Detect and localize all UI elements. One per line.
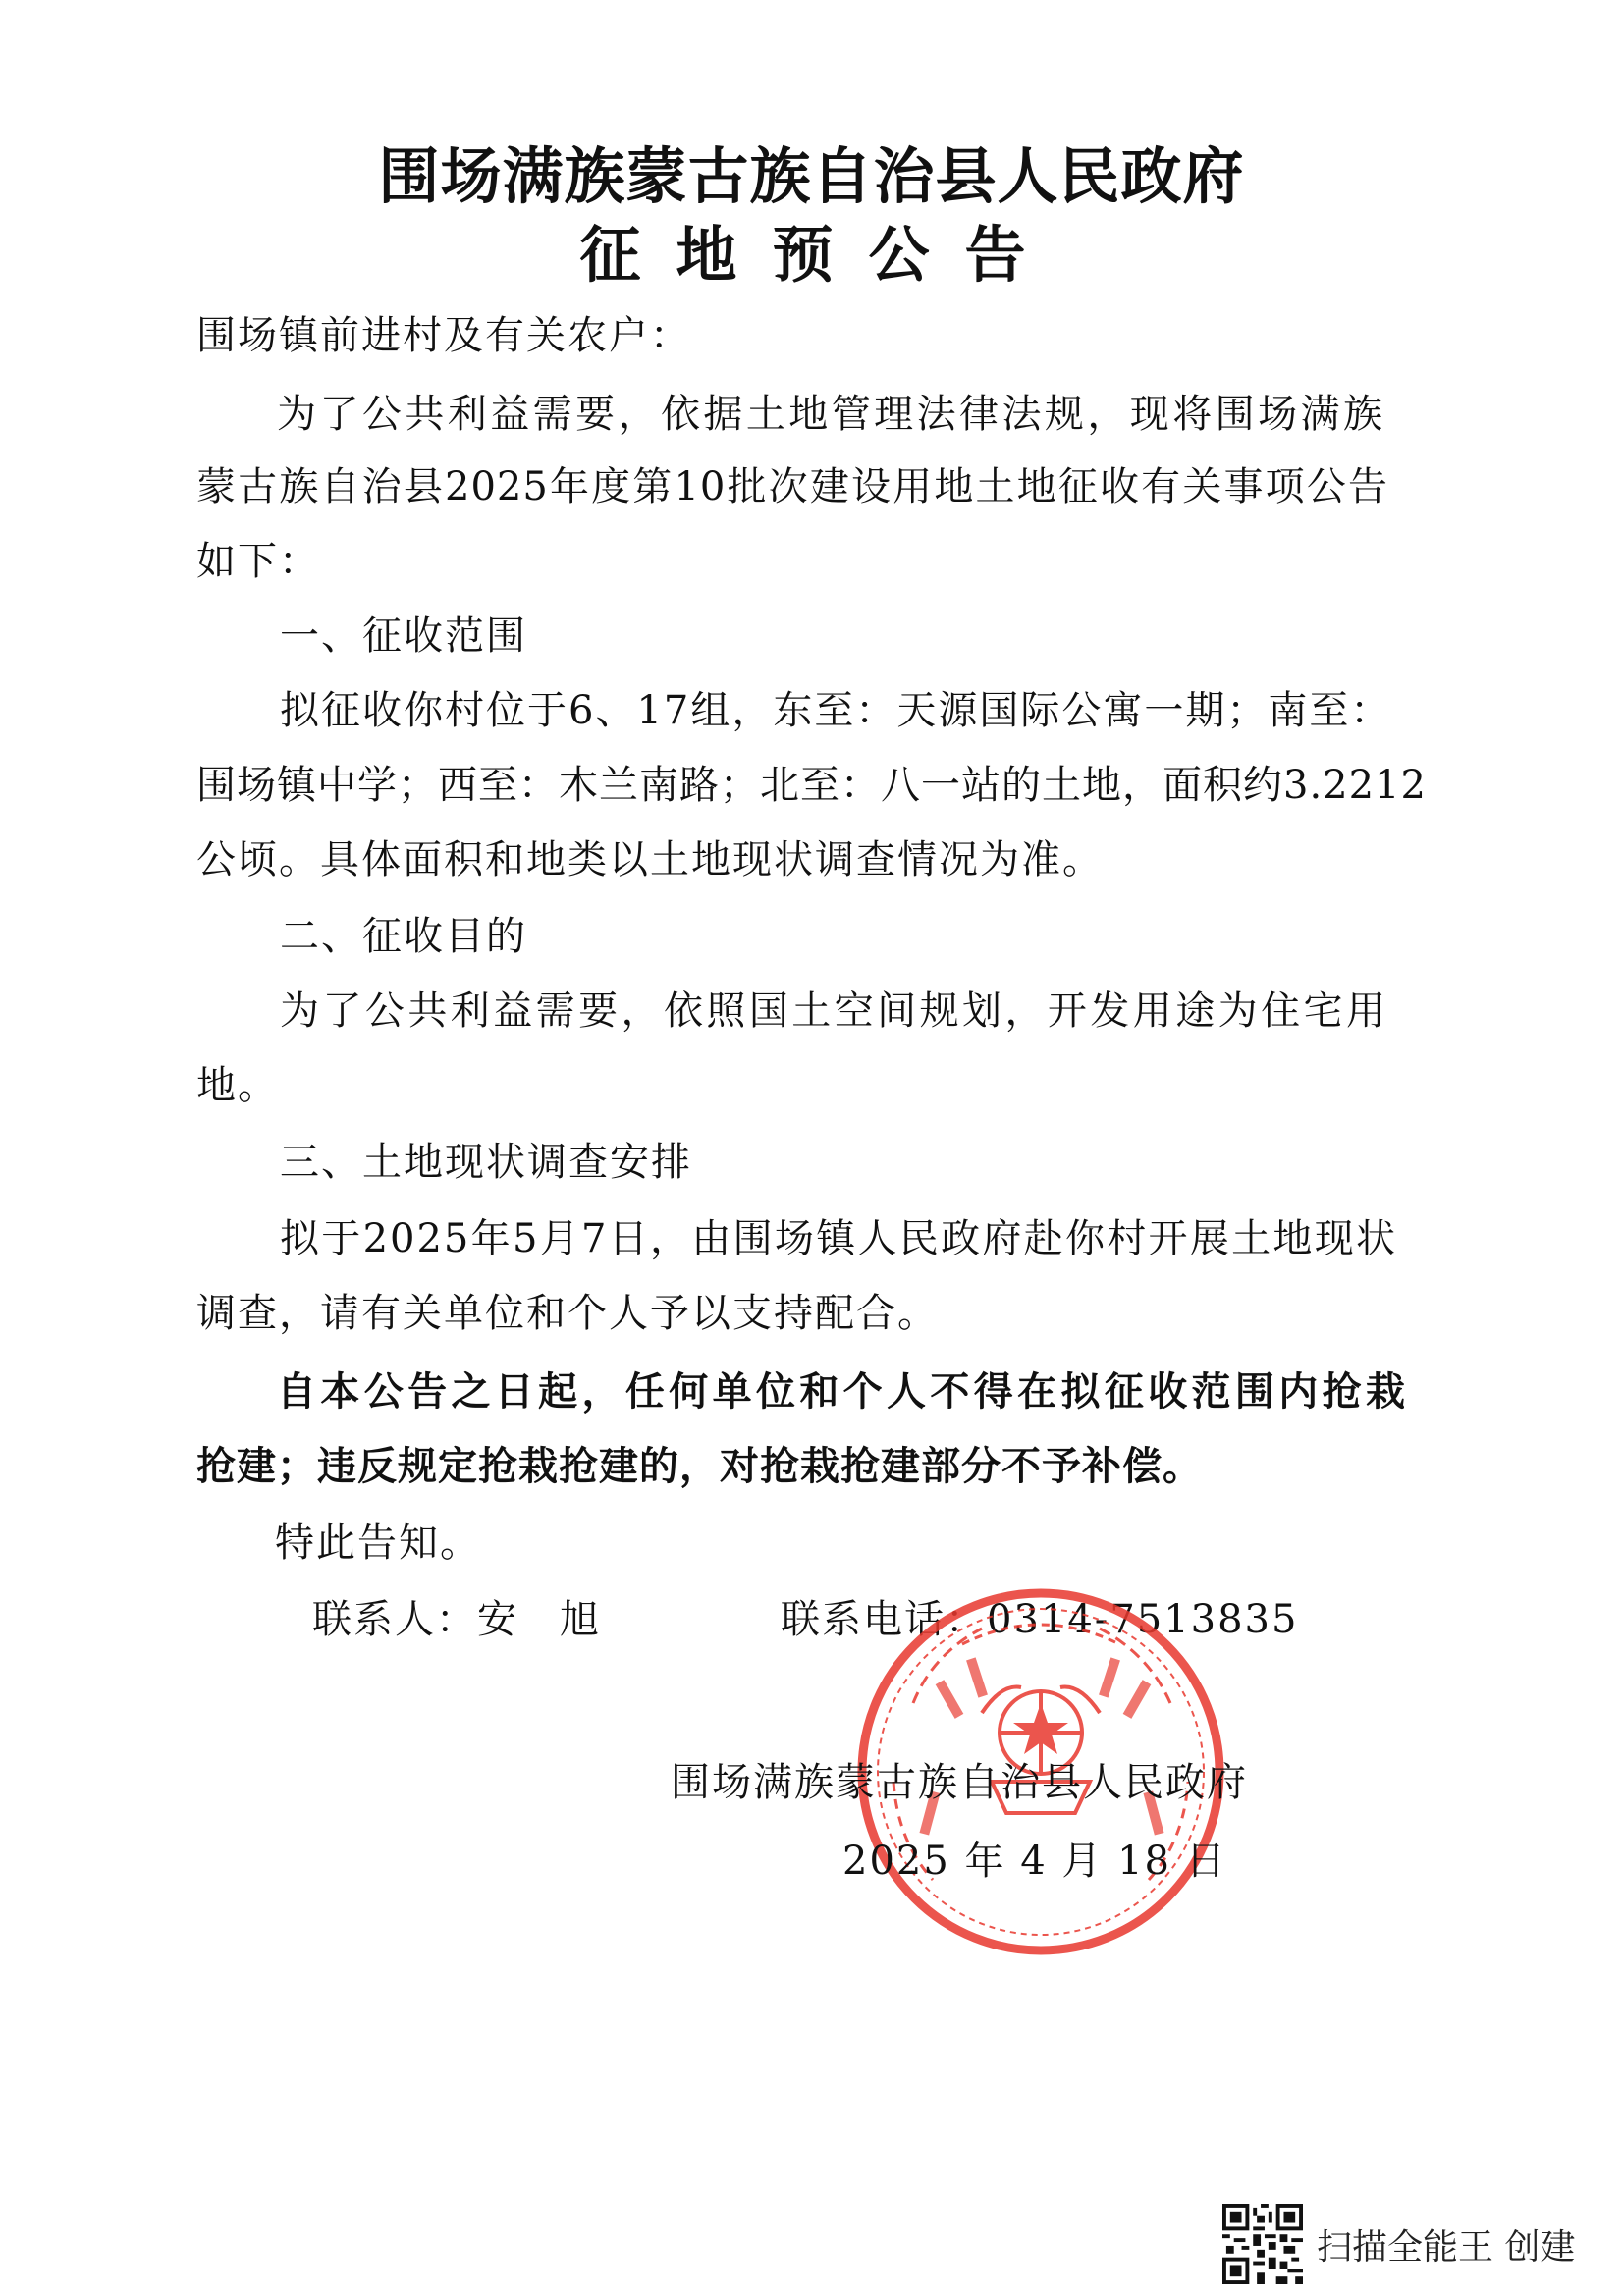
- closing-text: 特此告知。: [275, 1521, 481, 1566]
- issuer-name: 围场满族蒙古族自治县人民政府: [671, 1760, 1248, 1805]
- contact-phone-label: 联系电话：: [781, 1597, 987, 1642]
- warning-line-2: 抢建；违反规定抢栽抢建的，对抢栽抢建部分不予补偿。: [196, 1444, 1203, 1489]
- section-3-heading: 三、土地现状调查安排: [280, 1140, 692, 1185]
- section-2-line-2: 地。: [196, 1063, 279, 1108]
- page-subtitle: 征地预公告: [579, 219, 1061, 291]
- section-1-line-3: 公顷。具体面积和地类以土地现状调查情况为准。: [196, 837, 1104, 882]
- section-2-line-1: 为了公共利益需要，依照国土空间规划，开发用途为住宅用: [280, 988, 1387, 1034]
- section-1-line-1: 拟征收你村位于6、17组，东至：天源国际公寓一期；南至：: [280, 688, 1392, 733]
- addressee: 围场镇前进村及有关农户：: [196, 313, 691, 358]
- section-1-line-2: 围场镇中学；西至：木兰南路；北至：八一站的土地，面积约3.2212: [196, 763, 1427, 808]
- contact-person: [312, 1594, 601, 1645]
- intro-line-3: 如下：: [196, 539, 320, 584]
- warning-line-1: 自本公告之日起，任何单位和个人不得在拟征收范围内抢栽: [277, 1369, 1406, 1415]
- contact-phone-number: 0314-7513835: [987, 1597, 1299, 1642]
- section-1-heading: 一、征收范围: [280, 614, 527, 659]
- intro-line-1: 为了公共利益需要，依据土地管理法律法规，现将围场满族: [277, 392, 1384, 437]
- watermark-text: 扫描全能王 创建: [1317, 2226, 1576, 2268]
- page-title: 围场满族蒙古族自治县人民政府: [378, 140, 1245, 212]
- section-3-line-2: 调查，请有关单位和个人予以支持配合。: [196, 1291, 939, 1336]
- section-3-line-1: 拟于2025年5月7日，由围场镇人民政府赴你村开展土地现状: [280, 1216, 1397, 1261]
- intro-line-2: 蒙古族自治县2025年度第10批次建设用地土地征收有关事项公告: [196, 464, 1388, 509]
- section-2-heading: 二、征收目的: [280, 914, 527, 959]
- issue-date: 2025 年 4 月 18 日: [842, 1839, 1227, 1884]
- contact-person-name: 安 旭: [477, 1597, 601, 1642]
- scanner-watermark: [1222, 2204, 1575, 2284]
- qr-code-icon: [1222, 2204, 1303, 2284]
- contact-person-label: 联系人：: [312, 1597, 477, 1642]
